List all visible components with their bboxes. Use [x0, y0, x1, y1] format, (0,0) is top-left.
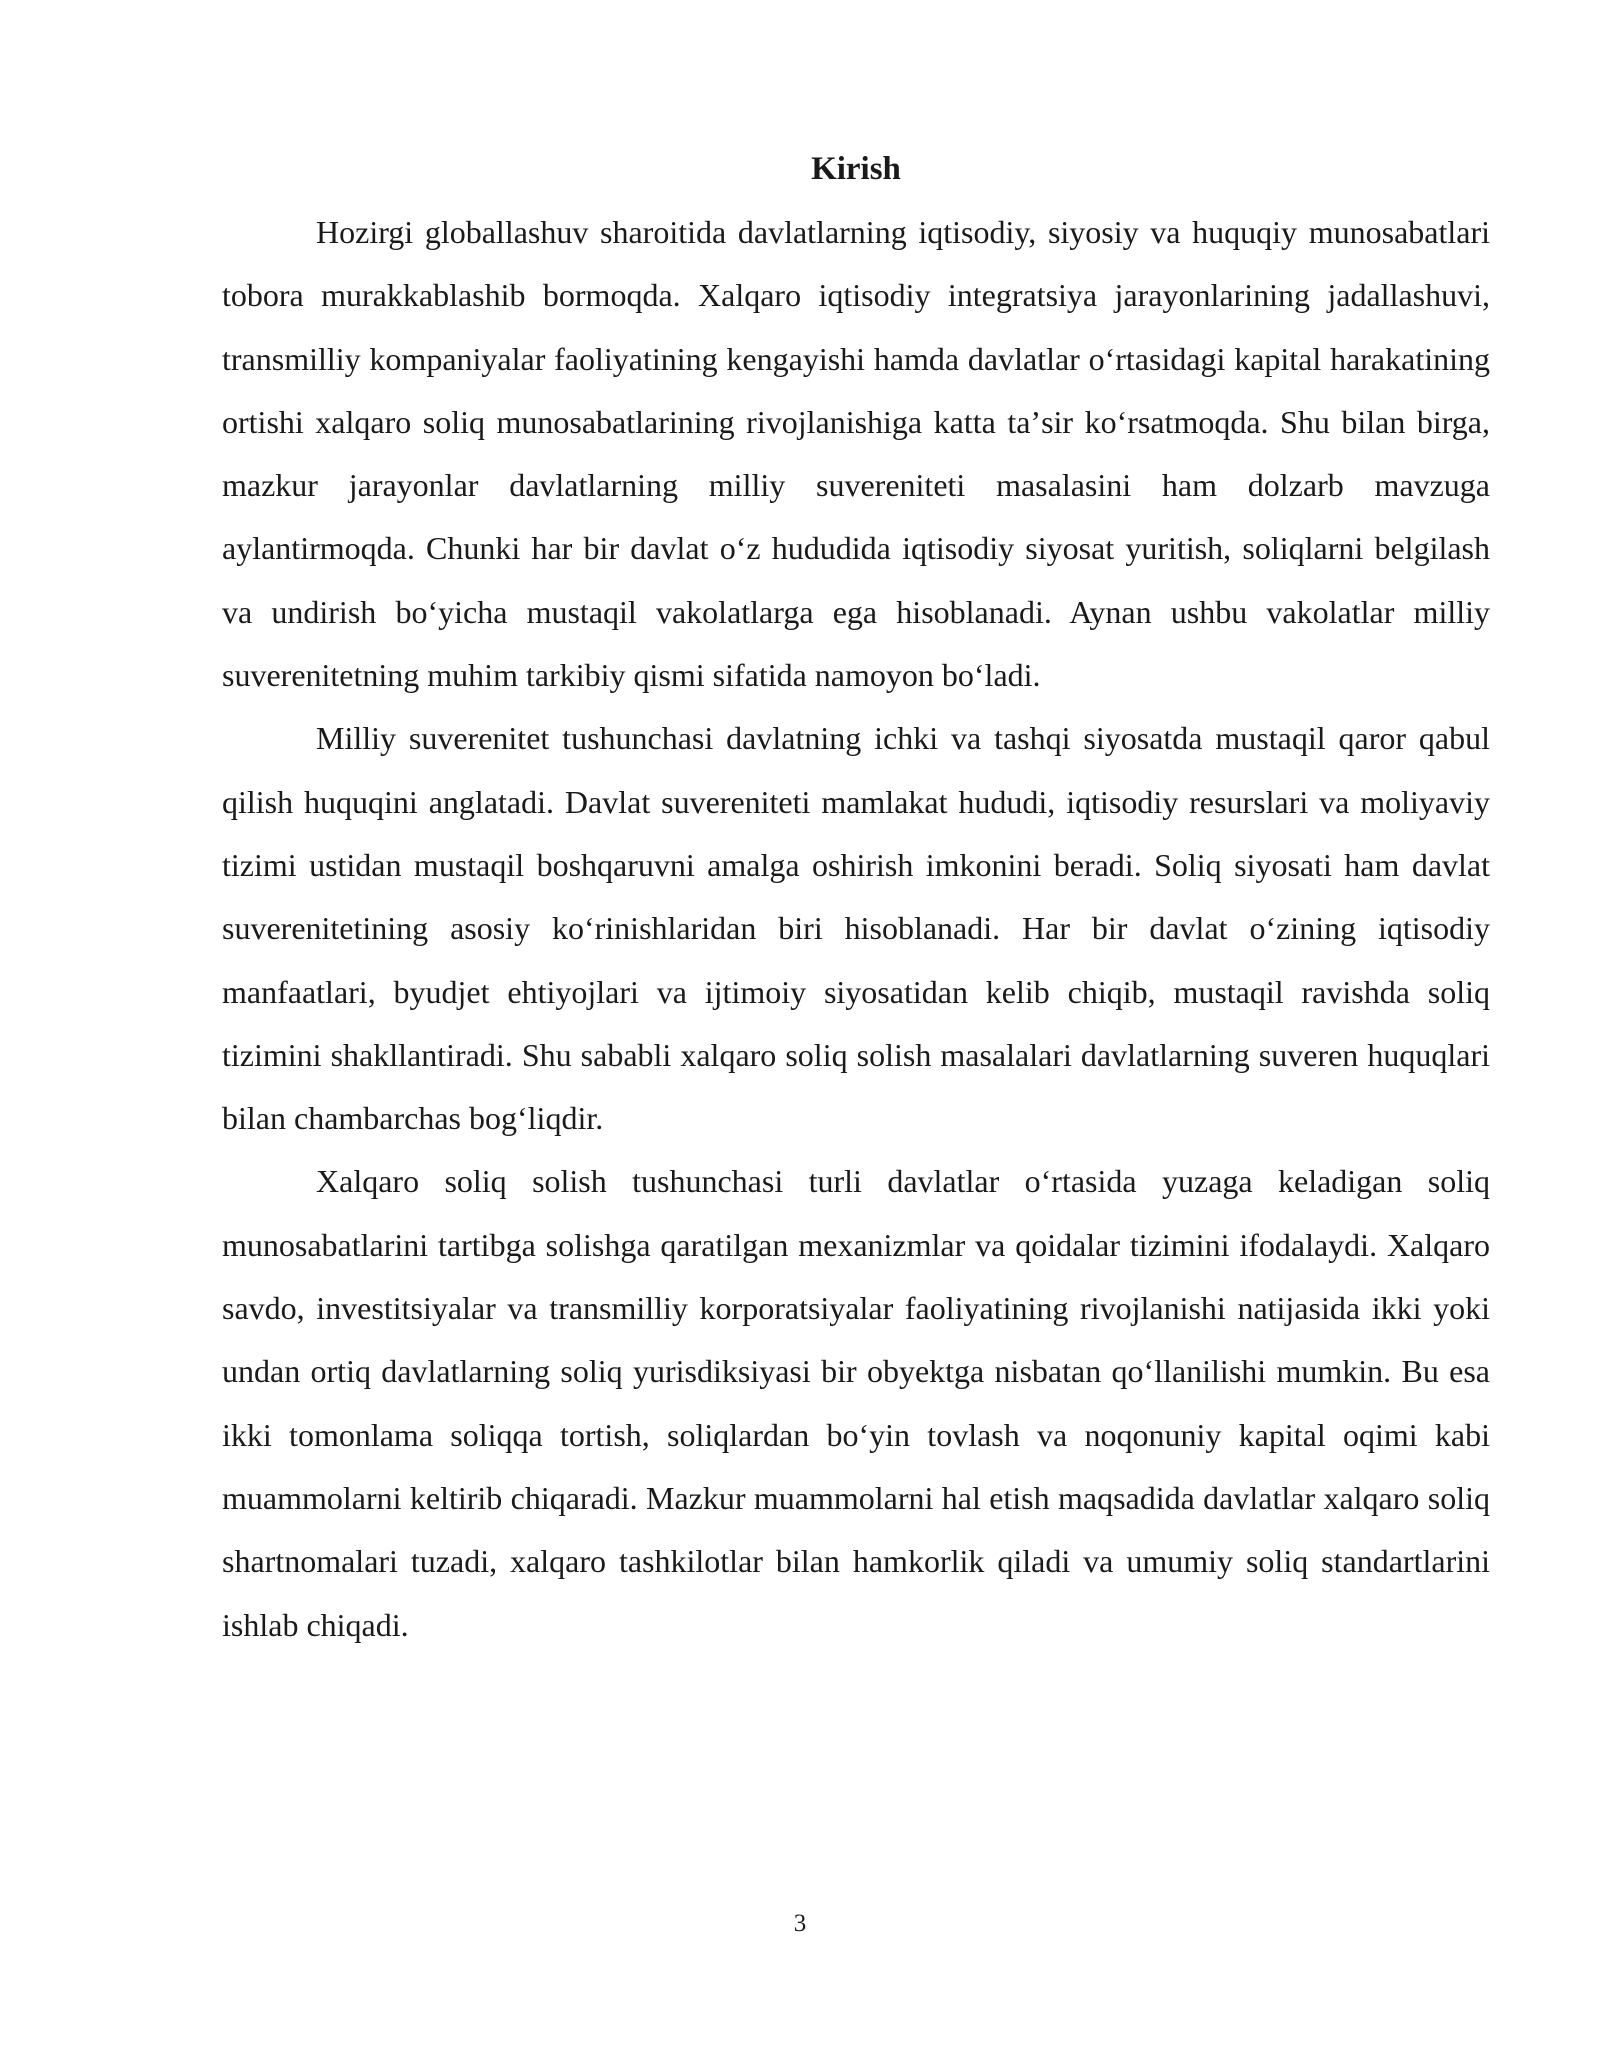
paragraph-2: Milliy suverenitet tushunchasi davlatning ichki va tashqi siyosatda mustaqil qaror qabul qilish huquqini anglatadi. Davlat suvereniteti mamlakat hududi, iqtisodiy resurslari va moliyaviy tizimi ustidan mustaqil boshqaruvni amalga oshirish imkonini beradi. Soliq siyosati ham davlat suverenitetining asosiy koʻrinishlaridan biri hisoblanadi. Har bir davlat oʻzining iqtisodiy manfaatlari, byudjet ehtiyojlari va ijtimoiy siyosatidan kelib chiqib, mustaqil ravishda soliq tizimini shakllantiradi. Shu sababli xalqaro soliq solish masalalari davlatlarning suveren huquqlari bilan chambarchas bogʻliqdir. — [222, 720, 1490, 1137]
section-title: Kirish — [811, 151, 901, 187]
page-content — [222, 138, 1490, 1657]
paragraph-3: Xalqaro soliq solish tushunchasi turli davlatlar oʻrtasida yuzaga keladigan soliq munosabatlarini tartibga solishga qaratilgan mexanizmlar va qoidalar tizimini ifodalaydi. Xalqaro savdo, investitsiyalar va transmilliy korporatsiyalar faoliyatining rivojlanishi natijasida ikki yoki undan ortiq davlatlarning soliq yurisdiksiyasi bir obyektga nisbatan qoʻllanilishi mumkin. Bu esa ikki tomonlama soliqqa tortish, soliqlardan boʻyin tovlash va noqonuniy kapital oqimi kabi muammolarni keltirib chiqaradi. Mazkur muammolarni hal etish maqsadida davlatlar xalqaro soliq shartnomalari tuzadi, xalqaro tashkilotlar bilan hamkorlik qiladi va umumiy soliq standartlarini ishlab chiqadi. — [222, 1163, 1490, 1643]
page-number: 3 — [793, 1910, 807, 1937]
paragraph-1: Hozirgi globallashuv sharoitida davlatlarning iqtisodiy, siyosiy va huquqiy munosabatlari tobora murakkablashib bormoqda. Xalqaro iqtisodiy integratsiya jarayonlarining jadallashuvi, transmilliy kompaniyalar faoliyatining kengayishi hamda davlatlar oʻrtasidagi kapital harakatining ortishi xalqaro soliq munosabatlarining rivojlanishiga katta taʼsir koʻrsatmoqda. Shu bilan birga, mazkur jarayonlar davlatlarning milliy suvereniteti masalasini ham dolzarb mavzuga aylantirmoqda. Chunki har bir davlat oʻz hududida iqtisodiy siyosat yuritish, soliqlarni belgilash va undirish boʻyicha mustaqil vakolatlarga ega hisoblanadi. Aynan ushbu vakolatlar milliy suverenitetning muhim tarkibiy qismi sifatida namoyon boʻladi. — [222, 214, 1490, 694]
